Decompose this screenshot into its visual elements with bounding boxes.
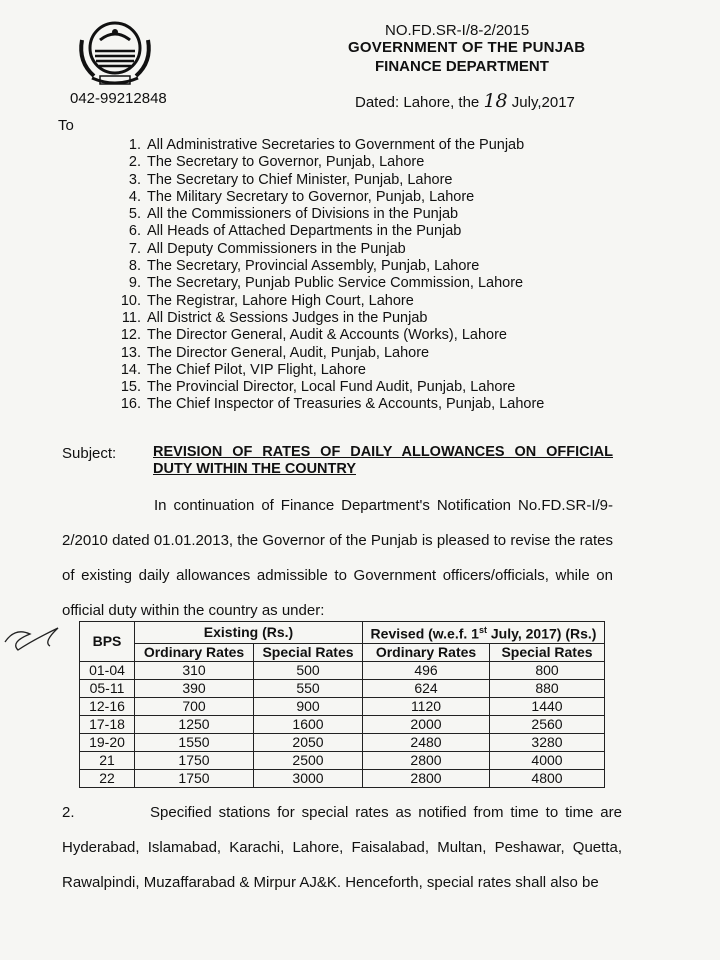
recipient-item [113, 275, 593, 292]
cell-revised-special: 3280 [490, 733, 605, 751]
cell-existing-ordinary: 1750 [135, 751, 254, 769]
recipient-number: 15. [120, 379, 141, 396]
recipient-text: All the Commissioners of Divisions in the Punjab [147, 206, 459, 223]
recipient-item [113, 293, 593, 310]
recipient-number: 11. [121, 309, 141, 326]
cell-revised-special: 880 [490, 679, 605, 697]
header-revised [363, 622, 605, 644]
recipient-text: The Director General, Audit, Punjab, Lahore [147, 344, 430, 361]
paragraph-2 [62, 795, 622, 900]
header-existing-ordinary: Ordinary Rates [135, 643, 254, 661]
recipient-item [113, 258, 593, 275]
government-title: GOVERNMENT OF THE PUNJAB [348, 39, 586, 56]
cell-bps: 05-11 [80, 679, 135, 697]
to-label: To [58, 117, 74, 134]
header-revised-special: Special Rates [490, 643, 605, 661]
cell-existing-special: 3000 [254, 769, 363, 787]
cell-revised-ordinary: 624 [363, 679, 490, 697]
recipient-item [113, 379, 593, 396]
table-row [80, 661, 605, 679]
subject-line-1: REVISION OF RATES OF DAILY ALLOWANCES ON OFFICIAL [153, 444, 613, 460]
recipient-number: 4. [128, 188, 141, 205]
recipient-text: The Registrar, Lahore High Court, Lahore [147, 292, 414, 309]
table-row [80, 679, 605, 697]
handwritten-signature-mark [0, 612, 80, 662]
cell-revised-ordinary: 2800 [363, 751, 490, 769]
header-existing: Existing (Rs.) [135, 622, 363, 644]
header-revised-ordinary: Ordinary Rates [363, 643, 490, 661]
recipient-item [113, 223, 593, 240]
recipient-item [113, 172, 593, 189]
cell-revised-special: 4800 [490, 769, 605, 787]
recipient-list [113, 137, 593, 414]
recipient-item [113, 396, 593, 413]
recipient-item [113, 327, 593, 344]
cell-revised-special: 2560 [490, 715, 605, 733]
recipient-number: 14. [120, 361, 141, 378]
paragraph-1-text: In continuation of Finance Department's Notification No.FD.SR-I/9-2/2010 dated 01.01.2013, the Governor of the Punjab is pleased to revise the rates of existing daily allowances admissible to Government officers/officials, while on official duty within the country as under: [62, 497, 613, 619]
recipient-text: The Military Secretary to Governor, Punjab, Lahore [147, 188, 475, 205]
cell-bps: 22 [80, 769, 135, 787]
recipient-text: All Administrative Secretaries to Government of the Punjab [147, 137, 525, 153]
recipient-text: The Secretary to Governor, Punjab, Lahore [147, 154, 425, 171]
cell-bps: 12-16 [80, 697, 135, 715]
date-prefix: Dated: Lahore, the [355, 94, 480, 111]
recipient-item [113, 241, 593, 258]
recipient-number: 9. [128, 275, 141, 292]
table-row [80, 697, 605, 715]
phone-number: 042-99212848 [70, 90, 167, 107]
recipient-item [113, 345, 593, 362]
table-row [80, 715, 605, 733]
reference-number: NO.FD.SR-I/8-2/2015 [385, 22, 530, 39]
recipient-number: 10. [120, 292, 141, 309]
cell-existing-ordinary: 1750 [135, 769, 254, 787]
cell-revised-ordinary: 2800 [363, 769, 490, 787]
recipient-item [113, 310, 593, 327]
table-row [80, 769, 605, 787]
cell-existing-special: 900 [254, 697, 363, 715]
recipient-number: 5. [128, 206, 141, 223]
header-revised-post: July, 2017) (Rs.) [486, 625, 597, 642]
date-day-handwritten: 18 [483, 90, 508, 112]
recipient-item [113, 154, 593, 171]
recipient-item [113, 137, 593, 154]
header-bps: BPS [80, 622, 135, 662]
cell-existing-ordinary: 1250 [135, 715, 254, 733]
header-existing-special: Special Rates [254, 643, 363, 661]
cell-existing-special: 2050 [254, 733, 363, 751]
cell-existing-ordinary: 310 [135, 661, 254, 679]
recipient-item [113, 206, 593, 223]
recipient-text: The Secretary, Provincial Assembly, Punjab, Lahore [147, 258, 480, 275]
cell-revised-special: 1440 [490, 697, 605, 715]
cell-existing-special: 550 [254, 679, 363, 697]
subject-label: Subject: [62, 445, 117, 462]
recipient-text: The Secretary, Punjab Public Service Commission, Lahore [147, 275, 524, 292]
punjab-government-emblem-logo [70, 18, 160, 90]
recipient-number: 13. [120, 344, 141, 361]
cell-revised-ordinary: 496 [363, 661, 490, 679]
cell-revised-special: 800 [490, 661, 605, 679]
cell-revised-ordinary: 2480 [363, 733, 490, 751]
cell-existing-special: 2500 [254, 751, 363, 769]
recipient-number: 8. [128, 258, 141, 275]
cell-existing-special: 1600 [254, 715, 363, 733]
recipient-text: The Secretary to Chief Minister, Punjab, Lahore [147, 171, 453, 188]
recipient-text: All Heads of Attached Departments in the Punjab [147, 223, 462, 240]
recipient-number: 3. [128, 171, 141, 188]
cell-revised-special: 4000 [490, 751, 605, 769]
subject-line-2: DUTY WITHIN THE COUNTRY [153, 461, 356, 477]
table-row [80, 733, 605, 751]
date-line [355, 90, 575, 112]
department-title: FINANCE DEPARTMENT [375, 58, 549, 75]
paragraph-1 [62, 488, 613, 628]
cell-bps: 17-18 [80, 715, 135, 733]
recipient-text: The Chief Pilot, VIP Flight, Lahore [147, 361, 366, 378]
cell-existing-ordinary: 700 [135, 697, 254, 715]
cell-existing-ordinary: 1550 [135, 733, 254, 751]
date-suffix: July,2017 [511, 94, 575, 111]
recipient-number: 7. [128, 240, 141, 257]
cell-bps: 01-04 [80, 661, 135, 679]
recipient-text: All Deputy Commissioners in the Punjab [147, 240, 406, 257]
recipient-text: The Chief Inspector of Treasuries & Accounts, Punjab, Lahore [147, 396, 545, 413]
cell-revised-ordinary: 2000 [363, 715, 490, 733]
recipient-number: 2. [128, 154, 141, 171]
header-revised-pre: Revised (w.e.f. 1 [370, 625, 479, 642]
header-revised-sup: st [478, 625, 487, 635]
paragraph-2-text: Specified stations for special rates as notified from time to time are Hyderabad, Islamabad, Karachi, Lahore, Faisalabad, Multan, Peshawar, Quetta, Rawalpindi, Muzaffarabad & Mirpur AJ&K. Henceforth, special rates shall also be [62, 804, 622, 891]
recipient-number: 16. [120, 396, 141, 413]
recipient-number: 1. [128, 137, 141, 153]
daily-allowance-rates-table [79, 621, 605, 788]
recipient-text: The Provincial Director, Local Fund Audit, Punjab, Lahore [147, 379, 516, 396]
recipient-text: All District & Sessions Judges in the Punjab [147, 309, 428, 326]
cell-bps: 19-20 [80, 733, 135, 751]
cell-existing-special: 500 [254, 661, 363, 679]
recipient-item [113, 189, 593, 206]
cell-bps: 21 [80, 751, 135, 769]
cell-existing-ordinary: 390 [135, 679, 254, 697]
recipient-number: 12. [120, 327, 141, 344]
subject-heading [153, 444, 613, 478]
recipient-item [113, 362, 593, 379]
table-row [80, 751, 605, 769]
recipient-number: 6. [128, 223, 141, 240]
recipient-text: The Director General, Audit & Accounts (Works), Lahore [147, 327, 507, 344]
cell-revised-ordinary: 1120 [363, 697, 490, 715]
paragraph-2-number: 2. [62, 804, 75, 821]
